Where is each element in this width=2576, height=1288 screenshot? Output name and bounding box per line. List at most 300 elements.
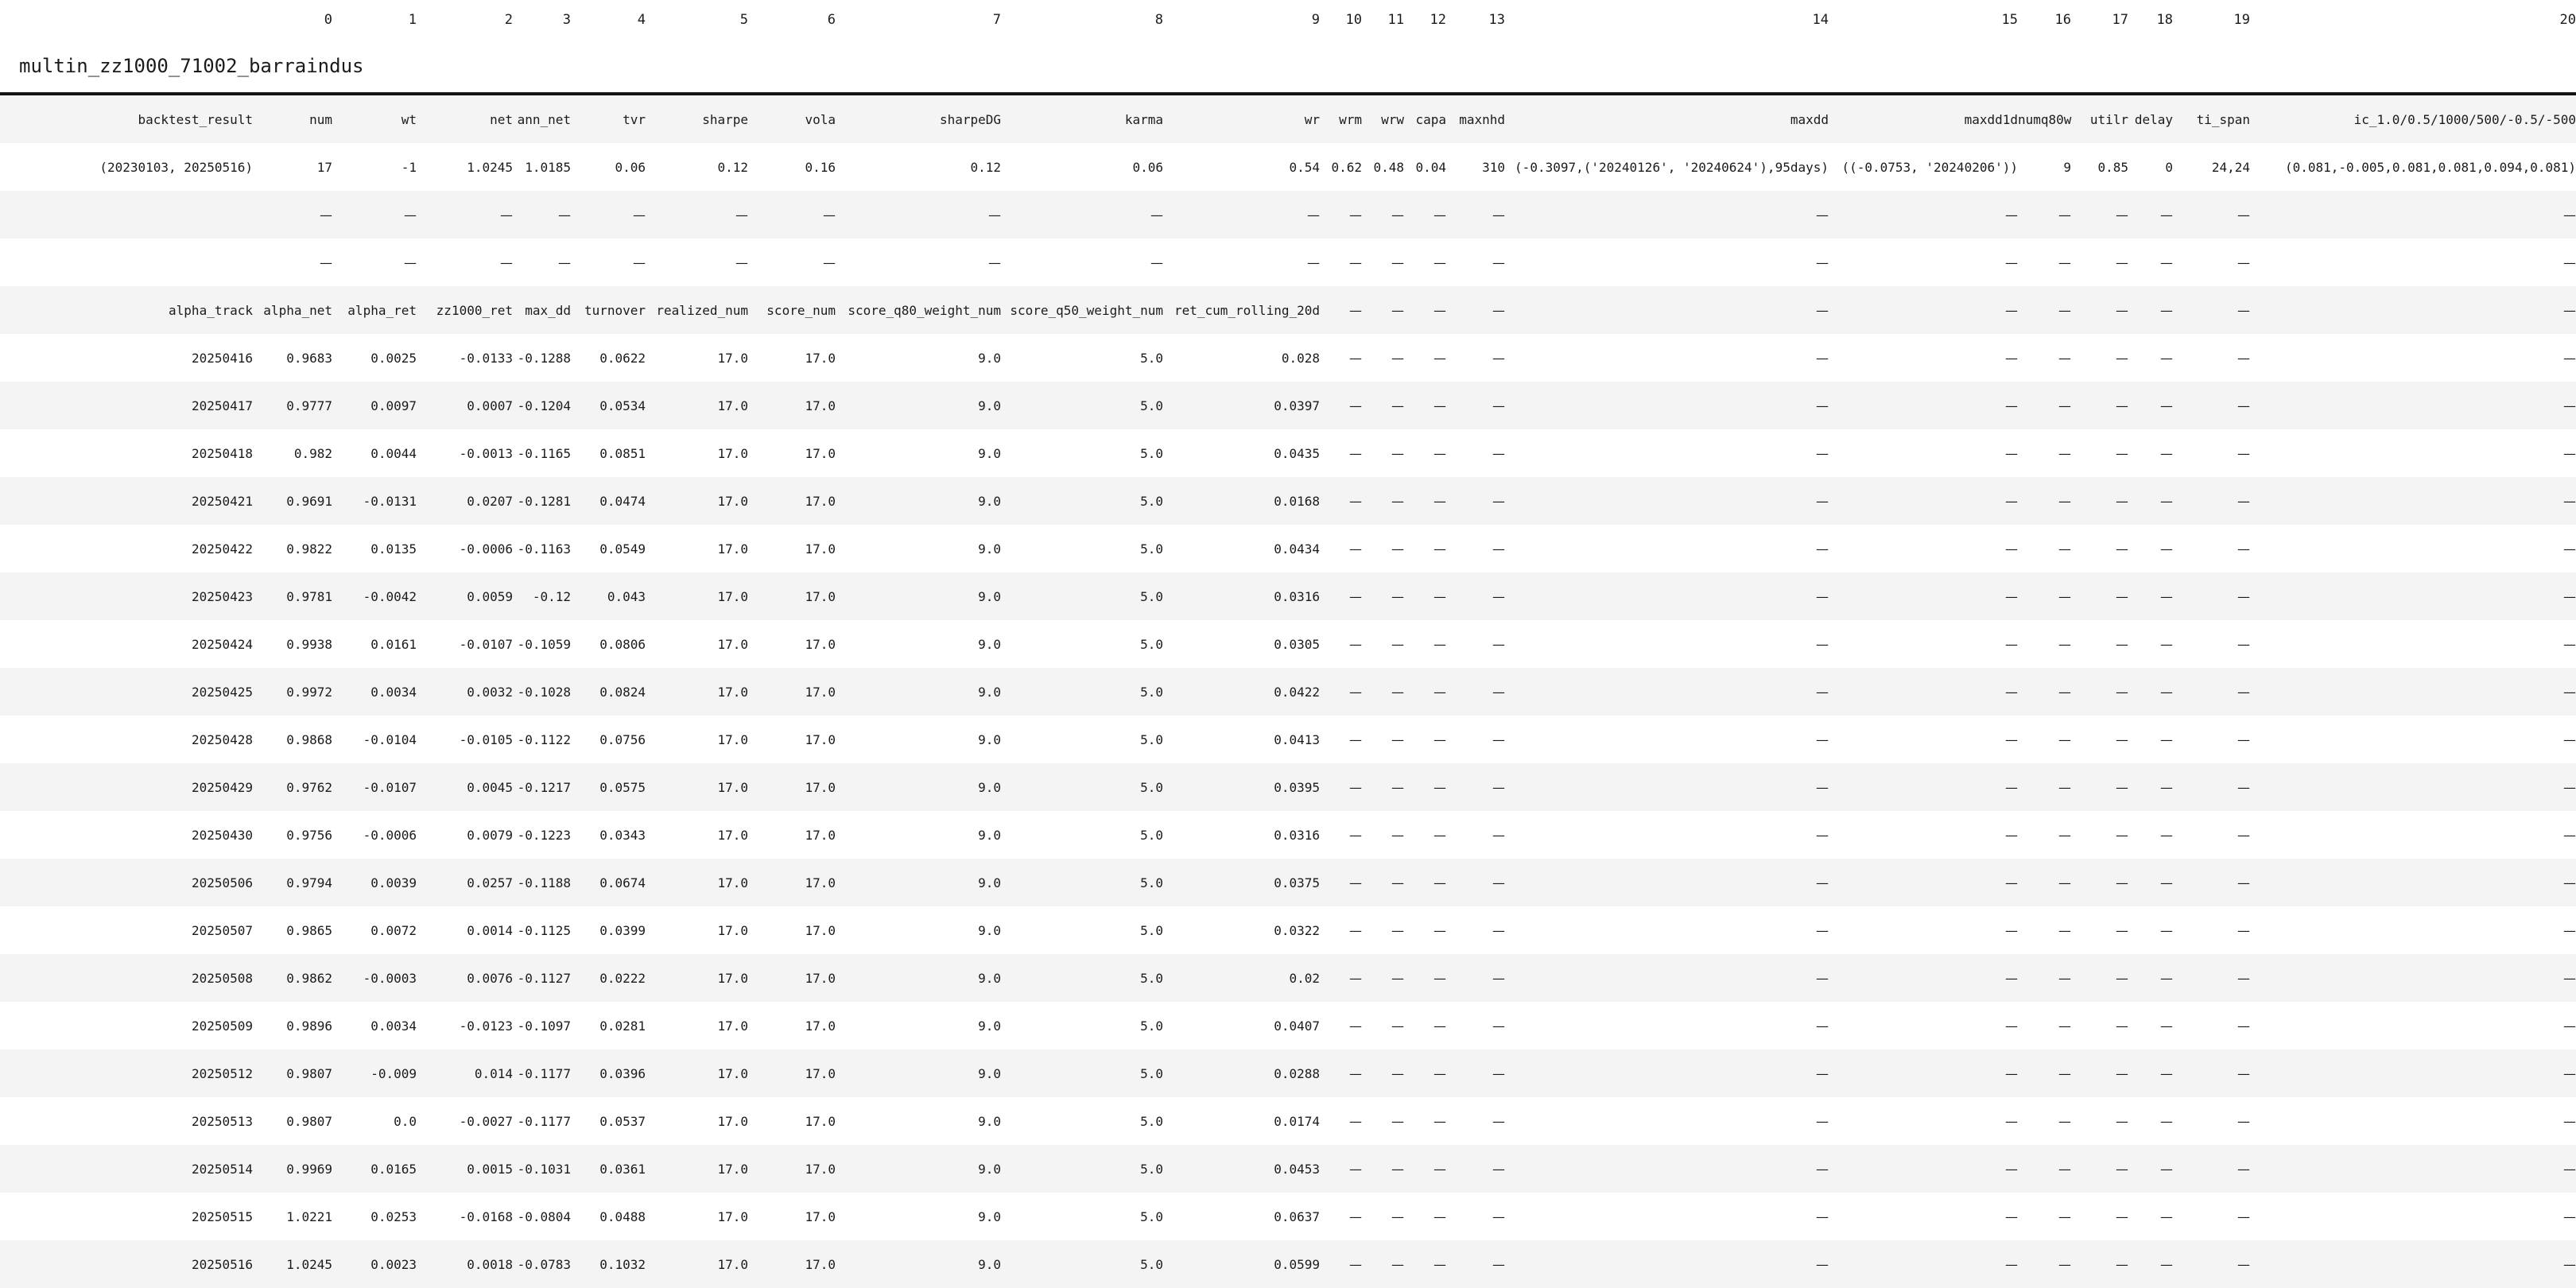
value-cell: 0.0806 <box>599 636 646 652</box>
empty-value-cell: — <box>2116 922 2128 938</box>
value-cell: 0.9794 <box>286 875 332 890</box>
empty-value-cell: — <box>2160 254 2173 270</box>
value-cell: 5.0 <box>1140 493 1163 509</box>
empty-value-cell: — <box>2160 1208 2173 1224</box>
value-cell: 17.0 <box>805 588 836 604</box>
value-cell: 0.0413 <box>1274 731 1320 747</box>
value-cell: -0.0003 <box>363 970 417 986</box>
empty-value-cell: — <box>1391 684 1404 700</box>
value-cell: 17.0 <box>717 875 748 890</box>
value-cell: 9.0 <box>978 684 1001 700</box>
value-cell: 0.9969 <box>286 1161 332 1177</box>
value-cell: 5.0 <box>1140 827 1163 843</box>
empty-value-cell: — <box>1816 970 1829 986</box>
empty-value-cell: — <box>1391 541 1404 557</box>
value-cell: 17.0 <box>717 731 748 747</box>
value-cell: -0.0168 <box>459 1208 513 1224</box>
value-cell: 9.0 <box>978 827 1001 843</box>
empty-value-cell: — <box>1349 350 1362 366</box>
value-cell: 9.0 <box>978 731 1001 747</box>
empty-value-cell: — <box>1391 350 1404 366</box>
empty-value-cell: — <box>500 207 513 223</box>
column-index-label: 5 <box>739 12 748 28</box>
value-cell: 0.0072 <box>370 922 417 938</box>
empty-value-cell: — <box>2058 1208 2071 1224</box>
value-cell: -0.1031 <box>517 1161 571 1177</box>
empty-value-cell: — <box>1349 731 1362 747</box>
column-header: maxdd <box>1790 111 1829 127</box>
empty-value-cell: — <box>2237 1208 2250 1224</box>
value-cell: 0.16 <box>805 159 836 175</box>
empty-value-cell: — <box>2237 1065 2250 1081</box>
empty-value-cell: — <box>1492 875 1505 890</box>
empty-value-cell: — <box>1391 922 1404 938</box>
value-cell: 17.0 <box>805 445 836 461</box>
empty-value-cell: — <box>1433 1065 1446 1081</box>
empty-value-cell: — <box>1391 1018 1404 1034</box>
value-cell: 1.0185 <box>525 159 571 175</box>
empty-value-cell: — <box>2237 970 2250 986</box>
value-cell: 17.0 <box>805 1256 836 1272</box>
summary-row <box>0 143 2576 191</box>
column-index-label: 9 <box>1311 12 1320 28</box>
value-cell: 0.0435 <box>1274 445 1320 461</box>
value-cell: 0.9865 <box>286 922 332 938</box>
value-cell: 17.0 <box>805 1208 836 1224</box>
empty-value-cell: — <box>1433 1018 1446 1034</box>
value-cell: 5.0 <box>1140 541 1163 557</box>
column-header: num <box>309 111 332 127</box>
value-cell: 0.9862 <box>286 970 332 986</box>
value-cell: -0.1204 <box>517 398 571 413</box>
row-index-cell: 20250424 <box>191 636 253 652</box>
value-cell: 0.0622 <box>599 350 646 366</box>
empty-value-cell: — <box>1433 302 1446 318</box>
column-header: wrm <box>1339 111 1362 127</box>
empty-value-cell: — <box>2005 1113 2018 1129</box>
value-cell: 24,24 <box>2211 159 2250 175</box>
value-cell: 17.0 <box>717 398 748 413</box>
daily-row <box>0 1049 2576 1097</box>
column-header: karma <box>1124 111 1163 127</box>
column-header: tvr <box>623 111 646 127</box>
empty-value-cell: — <box>2160 779 2173 795</box>
empty-value-cell: — <box>735 254 748 270</box>
row-index-cell: 20250506 <box>191 875 253 890</box>
value-cell: 0.028 <box>1281 350 1320 366</box>
empty-value-cell: — <box>1816 1065 1829 1081</box>
value-cell: 0.9807 <box>286 1065 332 1081</box>
value-cell: 0.0361 <box>599 1161 646 1177</box>
value-cell: 1.0221 <box>286 1208 332 1224</box>
value-cell: 9.0 <box>978 970 1001 986</box>
empty-value-cell: — <box>1492 1256 1505 1272</box>
value-cell: 0.0407 <box>1274 1018 1320 1034</box>
value-cell: 9.0 <box>978 779 1001 795</box>
value-cell: 17.0 <box>805 1113 836 1129</box>
column-index-label: 16 <box>2054 12 2071 28</box>
value-cell: -0.1288 <box>517 350 571 366</box>
value-cell: 0.0399 <box>599 922 646 938</box>
value-cell: 17.0 <box>805 970 836 986</box>
value-cell: (-0.3097,('20240126', '20240624'),95days) <box>1515 159 1829 175</box>
value-cell: 0.06 <box>1132 159 1163 175</box>
empty-value-cell: — <box>2116 254 2128 270</box>
value-cell: 17.0 <box>717 827 748 843</box>
empty-value-cell: — <box>633 207 646 223</box>
sub-header-cell: zz1000_ret <box>436 302 513 318</box>
value-cell: 17.0 <box>805 827 836 843</box>
empty-value-cell: — <box>1816 922 1829 938</box>
column-header: wr <box>1304 111 1320 127</box>
empty-value-cell: — <box>1433 541 1446 557</box>
empty-value-cell: — <box>2058 1161 2071 1177</box>
empty-value-cell: — <box>1492 350 1505 366</box>
sub-header-cell: realized_num <box>656 302 748 318</box>
column-header: maxnhd <box>1459 111 1505 127</box>
column-header: wt <box>401 111 417 127</box>
empty-value-cell: — <box>1816 588 1829 604</box>
empty-value-cell: — <box>1433 827 1446 843</box>
empty-value-cell: — <box>2563 731 2576 747</box>
value-cell: 0.0165 <box>370 1161 417 1177</box>
value-cell: 17.0 <box>805 1161 836 1177</box>
value-cell: 0.9762 <box>286 779 332 795</box>
empty-value-cell: — <box>2563 922 2576 938</box>
value-cell: 9.0 <box>978 1065 1001 1081</box>
empty-value-cell: — <box>1433 636 1446 652</box>
empty-value-cell: — <box>1433 445 1446 461</box>
empty-value-cell: — <box>1816 636 1829 652</box>
sub-header-cell: score_num <box>766 302 836 318</box>
empty-value-cell: — <box>2005 445 2018 461</box>
empty-value-cell: — <box>1391 493 1404 509</box>
column-header: ann_net <box>517 111 571 127</box>
empty-value-cell: — <box>2116 541 2128 557</box>
empty-value-cell: — <box>2563 875 2576 890</box>
empty-value-cell: — <box>2058 493 2071 509</box>
value-cell: 0 <box>2165 159 2173 175</box>
daily-row <box>0 811 2576 859</box>
empty-value-cell: — <box>2005 302 2018 318</box>
empty-value-cell: — <box>1816 731 1829 747</box>
empty-value-cell: — <box>2160 684 2173 700</box>
empty-value-cell: — <box>2237 731 2250 747</box>
value-cell: 0.0076 <box>467 970 513 986</box>
empty-value-cell: — <box>2005 779 2018 795</box>
empty-value-cell: — <box>2005 1208 2018 1224</box>
empty-value-cell: — <box>2058 779 2071 795</box>
empty-value-cell: — <box>2116 636 2128 652</box>
value-cell: 17.0 <box>717 1161 748 1177</box>
empty-value-cell: — <box>2005 588 2018 604</box>
empty-value-cell: — <box>2237 779 2250 795</box>
value-cell: -0.0027 <box>459 1113 513 1129</box>
empty-value-cell: — <box>1816 541 1829 557</box>
value-cell: 0.0174 <box>1274 1113 1320 1129</box>
value-cell: 0.9896 <box>286 1018 332 1034</box>
empty-value-cell: — <box>500 254 513 270</box>
empty-value-cell: — <box>1816 493 1829 509</box>
empty-value-cell: — <box>2116 302 2128 318</box>
empty-value-cell: — <box>1433 493 1446 509</box>
empty-value-cell: — <box>1391 588 1404 604</box>
empty-value-cell: — <box>1391 1208 1404 1224</box>
value-cell: 0.9777 <box>286 398 332 413</box>
empty-value-cell: — <box>1816 350 1829 366</box>
row-index-cell: 20250516 <box>191 1256 253 1272</box>
empty-value-cell: — <box>2160 350 2173 366</box>
empty-value-cell: — <box>2237 445 2250 461</box>
empty-value-cell: — <box>1492 1208 1505 1224</box>
empty-value-cell: — <box>1492 827 1505 843</box>
column-header: net <box>490 111 513 127</box>
value-cell: 0.982 <box>293 445 332 461</box>
empty-value-cell: — <box>988 207 1001 223</box>
empty-value-cell: — <box>2160 827 2173 843</box>
value-cell: 0.1032 <box>599 1256 646 1272</box>
empty-value-cell: — <box>1433 254 1446 270</box>
empty-value-cell: — <box>1492 254 1505 270</box>
empty-value-cell: — <box>2005 493 2018 509</box>
value-cell: 5.0 <box>1140 875 1163 890</box>
header-row <box>0 94 2576 143</box>
empty-value-cell: — <box>320 254 332 270</box>
value-cell: ((-0.0753, '20240206')) <box>1841 159 2018 175</box>
empty-value-cell: — <box>404 254 417 270</box>
empty-value-cell: — <box>1492 207 1505 223</box>
empty-value-cell: — <box>1492 636 1505 652</box>
value-cell: 0.0257 <box>467 875 513 890</box>
column-header: delay <box>2134 111 2173 127</box>
value-cell: 17.0 <box>805 1065 836 1081</box>
empty-value-cell: — <box>1492 731 1505 747</box>
empty-value-cell: — <box>1391 970 1404 986</box>
empty-value-cell: — <box>1816 1208 1829 1224</box>
empty-value-cell: — <box>2116 1208 2128 1224</box>
row-index-cell: 20250417 <box>191 398 253 413</box>
value-cell: 0.0316 <box>1274 588 1320 604</box>
daily-row <box>0 477 2576 525</box>
empty-value-cell: — <box>1816 1018 1829 1034</box>
empty-value-cell: — <box>1433 588 1446 604</box>
value-cell: 0.12 <box>717 159 748 175</box>
empty-value-cell: — <box>2237 302 2250 318</box>
value-cell: -0.1059 <box>517 636 571 652</box>
value-cell: -0.0133 <box>459 350 513 366</box>
value-cell: 9.0 <box>978 1161 1001 1177</box>
value-cell: 0.0322 <box>1274 922 1320 938</box>
empty-value-cell: — <box>2005 207 2018 223</box>
column-index-label: 19 <box>2233 12 2250 28</box>
empty-value-cell: — <box>1349 779 1362 795</box>
empty-value-cell: — <box>1816 445 1829 461</box>
empty-value-cell: — <box>1349 922 1362 938</box>
column-index-label: 14 <box>1812 12 1829 28</box>
daily-row <box>0 906 2576 954</box>
empty-value-cell: — <box>1816 1113 1829 1129</box>
empty-value-cell: — <box>1349 1018 1362 1034</box>
empty-value-cell: — <box>2563 350 2576 366</box>
value-cell: 17.0 <box>805 493 836 509</box>
daily-row <box>0 429 2576 477</box>
empty-value-cell: — <box>2058 684 2071 700</box>
value-cell: -0.0131 <box>363 493 417 509</box>
empty-value-cell: — <box>1433 207 1446 223</box>
empty-value-cell: — <box>320 207 332 223</box>
empty-value-cell: — <box>2160 1065 2173 1081</box>
empty-value-cell: — <box>1349 207 1362 223</box>
empty-value-cell: — <box>633 254 646 270</box>
empty-value-cell: — <box>2563 1065 2576 1081</box>
daily-row <box>0 1240 2576 1288</box>
value-cell: 0.0023 <box>370 1256 417 1272</box>
row-index-cell: 20250515 <box>191 1208 253 1224</box>
value-cell: 17.0 <box>717 1113 748 1129</box>
empty-value-cell: — <box>2058 636 2071 652</box>
empty-value-cell: — <box>1391 207 1404 223</box>
value-cell: 0.014 <box>474 1065 513 1081</box>
empty-value-cell: — <box>2237 350 2250 366</box>
value-cell: -0.1028 <box>517 684 571 700</box>
value-cell: 9.0 <box>978 875 1001 890</box>
empty-value-cell: — <box>2563 1256 2576 1272</box>
empty-value-cell: — <box>2005 731 2018 747</box>
column-index-label: 15 <box>2001 12 2018 28</box>
separator-row <box>0 191 2576 239</box>
empty-value-cell: — <box>1816 875 1829 890</box>
empty-value-cell: — <box>2160 636 2173 652</box>
sub-header-cell: alpha_ret <box>347 302 417 318</box>
daily-row <box>0 1097 2576 1145</box>
empty-value-cell: — <box>2116 875 2128 890</box>
empty-value-cell: — <box>1816 1256 1829 1272</box>
empty-value-cell: — <box>1816 254 1829 270</box>
column-header: ic_1.0/0.5/1000/500/-0.5/-500 <box>2353 111 2576 127</box>
empty-value-cell: — <box>2058 922 2071 938</box>
empty-value-cell: — <box>1349 541 1362 557</box>
value-cell: 0.0395 <box>1274 779 1320 795</box>
empty-value-cell: — <box>1349 1065 1362 1081</box>
empty-value-cell: — <box>2116 1065 2128 1081</box>
value-cell: 17.0 <box>717 493 748 509</box>
empty-value-cell: — <box>2058 398 2071 413</box>
empty-value-cell: — <box>2005 970 2018 986</box>
daily-row <box>0 763 2576 811</box>
value-cell: 9.0 <box>978 398 1001 413</box>
value-cell: -1 <box>401 159 417 175</box>
empty-value-cell: — <box>2116 1113 2128 1129</box>
value-cell: 17.0 <box>717 445 748 461</box>
value-cell: 0.0045 <box>467 779 513 795</box>
row-index-cell: 20250513 <box>191 1113 253 1129</box>
empty-value-cell: — <box>2116 207 2128 223</box>
value-cell: 0.9807 <box>286 1113 332 1129</box>
empty-value-cell: — <box>1492 588 1505 604</box>
value-cell: -0.0804 <box>517 1208 571 1224</box>
empty-value-cell: — <box>1433 684 1446 700</box>
row-index-cell: alpha_track <box>169 302 253 318</box>
empty-value-cell: — <box>1816 684 1829 700</box>
empty-value-cell: — <box>2160 493 2173 509</box>
empty-value-cell: — <box>1150 254 1163 270</box>
value-cell: -0.0107 <box>459 636 513 652</box>
empty-value-cell: — <box>2563 588 2576 604</box>
empty-value-cell: — <box>1349 1161 1362 1177</box>
sub-header-cell: max_dd <box>525 302 571 318</box>
column-header: vola <box>805 111 836 127</box>
empty-value-cell: — <box>1349 1208 1362 1224</box>
value-cell: 0.0207 <box>467 493 513 509</box>
value-cell: 5.0 <box>1140 1208 1163 1224</box>
empty-value-cell: — <box>1391 445 1404 461</box>
value-cell: 5.0 <box>1140 398 1163 413</box>
value-cell: 9.0 <box>978 541 1001 557</box>
empty-value-cell: — <box>2563 541 2576 557</box>
empty-value-cell: — <box>2160 207 2173 223</box>
value-cell: -0.0104 <box>363 731 417 747</box>
value-cell: 0.9868 <box>286 731 332 747</box>
value-cell: 0.0534 <box>599 398 646 413</box>
daily-row <box>0 382 2576 429</box>
empty-value-cell: — <box>2005 1065 2018 1081</box>
value-cell: 0.0222 <box>599 970 646 986</box>
value-cell: -0.0123 <box>459 1018 513 1034</box>
value-cell: 0.9822 <box>286 541 332 557</box>
value-cell: 9.0 <box>978 493 1001 509</box>
empty-value-cell: — <box>2563 1113 2576 1129</box>
empty-value-cell: — <box>2116 970 2128 986</box>
value-cell: 0.0575 <box>599 779 646 795</box>
value-cell: 0.0537 <box>599 1113 646 1129</box>
empty-value-cell: — <box>2005 541 2018 557</box>
empty-value-cell: — <box>1492 541 1505 557</box>
empty-value-cell: — <box>2160 1161 2173 1177</box>
empty-value-cell: — <box>2237 827 2250 843</box>
empty-value-cell: — <box>1349 588 1362 604</box>
empty-value-cell: — <box>1492 922 1505 938</box>
empty-value-cell: — <box>1816 779 1829 795</box>
empty-value-cell: — <box>1816 302 1829 318</box>
empty-value-cell: — <box>1391 779 1404 795</box>
value-cell: 0.0375 <box>1274 875 1320 890</box>
empty-value-cell: — <box>2005 875 2018 890</box>
empty-value-cell: — <box>2563 445 2576 461</box>
column-header: utilr <box>2089 111 2128 127</box>
column-header: numq80w <box>2018 111 2072 127</box>
empty-value-cell: — <box>2116 493 2128 509</box>
value-cell: -0.1125 <box>517 922 571 938</box>
column-index-label: 18 <box>2156 12 2173 28</box>
empty-value-cell: — <box>1433 1256 1446 1272</box>
empty-value-cell: — <box>2563 684 2576 700</box>
value-cell: 0.0434 <box>1274 541 1320 557</box>
value-cell: -0.1097 <box>517 1018 571 1034</box>
row-index-cell: 20250416 <box>191 350 253 366</box>
value-cell: 0.12 <box>970 159 1001 175</box>
value-cell: 5.0 <box>1140 445 1163 461</box>
empty-value-cell: — <box>1433 350 1446 366</box>
separator-row <box>0 239 2576 286</box>
row-index-cell: 20250423 <box>191 588 253 604</box>
daily-row <box>0 668 2576 716</box>
value-cell: 17.0 <box>717 636 748 652</box>
empty-value-cell: — <box>1433 1113 1446 1129</box>
empty-value-cell: — <box>2005 922 2018 938</box>
value-cell: 0.0007 <box>467 398 513 413</box>
empty-value-cell: — <box>2160 302 2173 318</box>
column-index-label: 2 <box>504 12 513 28</box>
